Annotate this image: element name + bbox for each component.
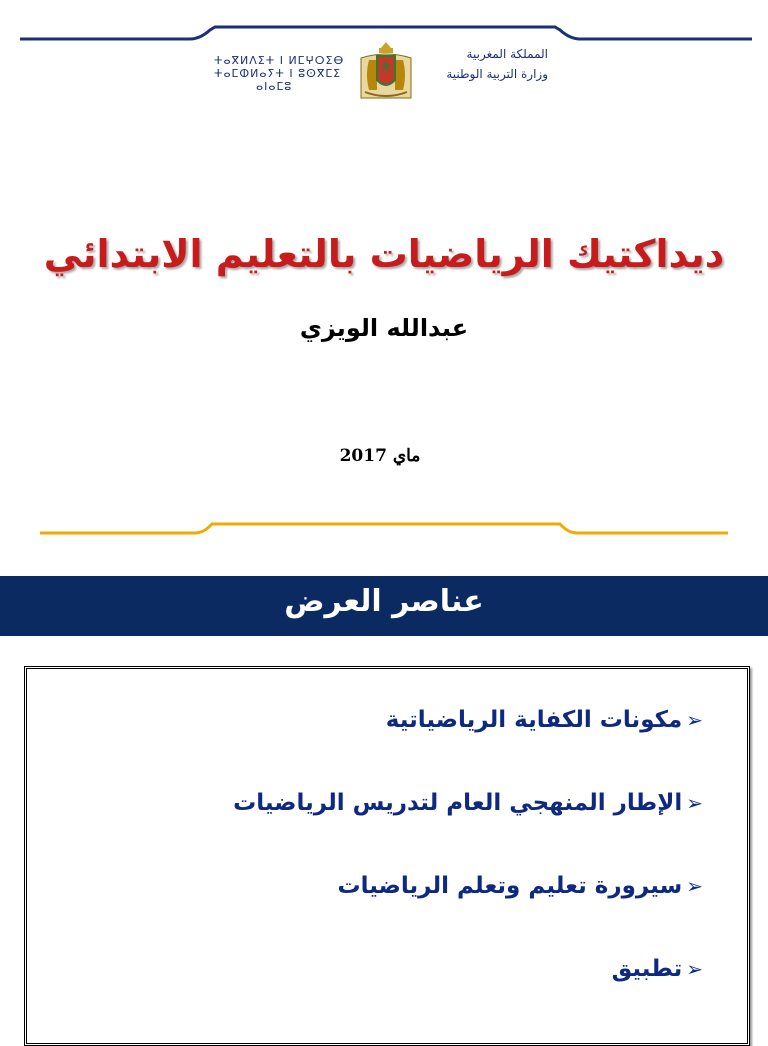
presentation-title: ديداكتيك الرياضيات بالتعليم الابتدائي — [43, 232, 725, 276]
checkmark-icon: ➢ — [686, 791, 703, 815]
coat-of-arms-icon — [355, 40, 417, 100]
checkmark-icon: ➢ — [686, 874, 703, 898]
tifinagh-line: ⵜⴰⴳⵍⴷⵉⵜ ⵏ ⵍⵎⵖⵔⵉⴱ — [214, 54, 345, 67]
tifinagh-header — [214, 54, 374, 93]
item-label: مكونات الكفاية الرياضياتية — [385, 707, 683, 733]
tifinagh-line: ⴰⵏⴰⵎⵓ — [256, 80, 293, 93]
arabic-header — [420, 44, 548, 84]
ministry-label: وزارة التربية الوطنية — [446, 67, 548, 81]
checkmark-icon: ➢ — [686, 957, 703, 981]
contents-box — [24, 666, 750, 1046]
item-label: تطبيق — [611, 956, 683, 982]
author-name: عبدالله الويزي — [299, 314, 469, 342]
list-item — [612, 956, 703, 982]
list-item — [386, 707, 703, 733]
section-title: عناصر العرض — [284, 584, 484, 619]
section-divider — [0, 518, 768, 540]
tifinagh-line: ⵜⴰⵎⵀⵍⴰⵢⵜ ⵏ ⵓⵙⴳⵎⵉ — [214, 67, 342, 80]
list-item — [338, 873, 703, 899]
item-label: الإطار المنهجي العام لتدريس الرياضيات — [233, 790, 683, 816]
kingdom-label: المملكة المغربية — [466, 47, 548, 61]
item-label: سيرورة تعليم وتعلم الرياضيات — [337, 873, 683, 899]
section-banner — [0, 576, 768, 636]
checkmark-icon: ➢ — [686, 708, 703, 732]
presentation-date: ماي 2017 — [339, 446, 421, 466]
list-item — [233, 790, 703, 816]
